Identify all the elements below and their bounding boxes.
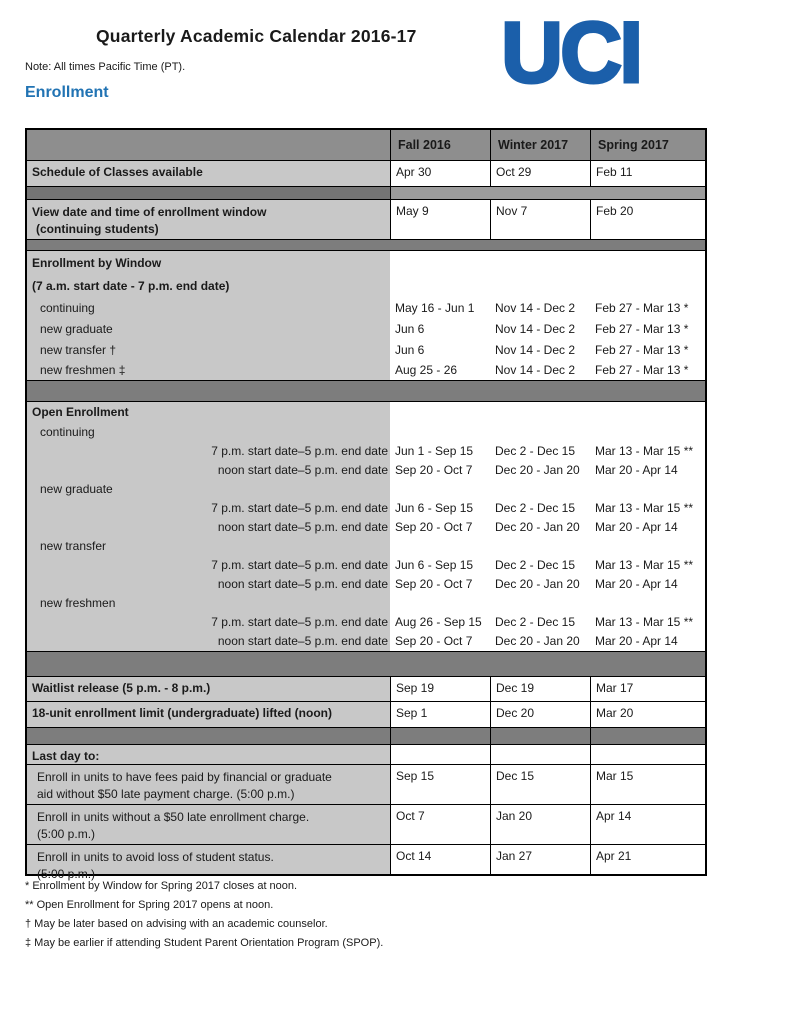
header-empty-cell — [27, 130, 390, 160]
table-row — [27, 441, 705, 460]
date-cell: Nov 14 - Dec 2 — [490, 297, 590, 318]
date-cell: Feb 27 - Mar 13 * — [590, 318, 705, 339]
date-cell: Dec 20 - Jan 20 — [490, 574, 590, 593]
group-label: new freshmen ‡ — [27, 360, 390, 380]
table-row — [27, 339, 705, 360]
date-cell: Dec 2 - Dec 15 — [490, 612, 590, 631]
separator-row — [27, 380, 705, 401]
date-cell: Nov 14 - Dec 2 — [490, 339, 590, 360]
page-title: Quarterly Academic Calendar 2016-17 — [96, 26, 417, 46]
date-cell — [490, 745, 590, 764]
date-cell: Nov 14 - Dec 2 — [490, 360, 590, 380]
time-range-label: noon start date–5 p.m. end date — [27, 460, 390, 479]
date-cell: May 9 — [390, 200, 490, 239]
row-label: 18-unit enrollment limit (undergraduate) lifted (noon) — [27, 702, 390, 727]
separator-row — [27, 186, 705, 199]
table-row — [27, 744, 705, 764]
date-cell: May 16 - Jun 1 — [390, 297, 490, 318]
section-title: Enrollment by Window — [27, 251, 390, 275]
date-cell: Mar 17 — [590, 677, 705, 701]
calendar-table — [25, 128, 707, 881]
table-row — [27, 612, 705, 631]
separator-segment — [390, 187, 705, 199]
date-cell: Sep 15 — [390, 765, 490, 804]
date-cell: Feb 20 — [590, 200, 705, 239]
table-row — [27, 804, 705, 844]
date-cell: Oct 29 — [490, 161, 590, 186]
group-label: new graduate — [27, 479, 390, 498]
timezone-note: Note: All times Pacific Time (PT). — [25, 61, 186, 73]
date-cell: Mar 20 — [590, 702, 705, 727]
section-heading: Enrollment — [25, 84, 109, 101]
date-cell: Mar 13 - Mar 15 ** — [590, 555, 705, 574]
footnote: ** Open Enrollment for Spring 2017 opens at noon. — [25, 899, 274, 911]
row-label-line: (5:00 p.m.) — [37, 867, 96, 881]
date-cell: Oct 14 — [390, 845, 490, 874]
date-cell — [590, 745, 705, 764]
date-cell: Aug 25 - 26 — [390, 360, 490, 380]
date-cell: Dec 2 - Dec 15 — [490, 441, 590, 460]
date-cell: Dec 2 - Dec 15 — [490, 555, 590, 574]
date-cell: Jun 1 - Sep 15 — [390, 441, 490, 460]
date-cell: Jun 6 - Sep 15 — [390, 498, 490, 517]
uci-logo: UCI — [501, 5, 641, 101]
date-cell: Mar 20 - Apr 14 — [590, 517, 705, 536]
separator-row — [27, 651, 705, 676]
row-label — [27, 805, 390, 844]
row-label-line: aid without $50 late payment charge. (5:00 p.m.) — [37, 787, 295, 801]
section-title-row — [27, 251, 705, 275]
row-label-line: View date and time of enrollment window — [32, 205, 267, 219]
date-cell: Jun 6 — [390, 318, 490, 339]
table-header-row — [27, 130, 705, 160]
section-title: Open Enrollment — [27, 402, 390, 422]
date-cell: Dec 20 - Jan 20 — [490, 631, 590, 651]
time-range-label: 7 p.m. start date–5 p.m. end date — [27, 441, 390, 460]
section-subtitle-row — [27, 275, 705, 297]
column-header-winter: Winter 2017 — [490, 130, 590, 160]
date-cell: Jun 6 - Sep 15 — [390, 555, 490, 574]
row-label: Waitlist release (5 p.m. - 8 p.m.) — [27, 677, 390, 701]
separator-row — [27, 239, 705, 250]
date-cell: Mar 13 - Mar 15 ** — [590, 441, 705, 460]
date-cell: Dec 20 - Jan 20 — [490, 460, 590, 479]
row-label-line: Enroll in units to avoid loss of student status. — [37, 850, 274, 864]
table-row — [27, 555, 705, 574]
open-enrollment-section — [27, 401, 705, 651]
row-label — [27, 200, 390, 239]
date-cell: Sep 19 — [390, 677, 490, 701]
time-range-label: noon start date–5 p.m. end date — [27, 574, 390, 593]
date-cell — [390, 745, 490, 764]
date-cell: Dec 20 - Jan 20 — [490, 517, 590, 536]
table-row — [27, 360, 705, 380]
footnote: * Enrollment by Window for Spring 2017 closes at noon. — [25, 880, 298, 892]
column-header-spring: Spring 2017 — [590, 130, 705, 160]
footnotes — [25, 880, 383, 956]
date-cell: Nov 14 - Dec 2 — [490, 318, 590, 339]
footnote: † May be later based on advising with an academic counselor. — [25, 918, 328, 930]
date-cell: Sep 20 - Oct 7 — [390, 460, 490, 479]
date-cell: Feb 27 - Mar 13 * — [590, 360, 705, 380]
row-label — [27, 765, 390, 804]
date-cell: Apr 21 — [590, 845, 705, 874]
table-row — [27, 764, 705, 804]
table-row — [27, 199, 705, 239]
row-label-line: (continuing students) — [36, 222, 159, 236]
row-label-line: Enroll in units without a $50 late enrollment charge. — [37, 810, 310, 824]
group-label: new transfer — [27, 536, 390, 555]
table-row — [27, 517, 705, 536]
row-label-line: (5:00 p.m.) — [37, 827, 96, 841]
date-cell: Dec 20 — [490, 702, 590, 727]
section-subtitle: (7 a.m. start date - 7 p.m. end date) — [27, 275, 390, 297]
date-cell: Dec 2 - Dec 15 — [490, 498, 590, 517]
table-row — [27, 701, 705, 727]
date-cell: Mar 13 - Mar 15 ** — [590, 612, 705, 631]
group-label-row — [27, 593, 705, 612]
group-label: continuing — [27, 422, 390, 441]
table-row — [27, 297, 705, 318]
group-label: new freshmen — [27, 593, 390, 612]
date-cell: Sep 20 - Oct 7 — [390, 517, 490, 536]
section-title-row — [27, 402, 705, 422]
date-cell: Mar 20 - Apr 14 — [590, 631, 705, 651]
table-row — [27, 574, 705, 593]
time-range-label: noon start date–5 p.m. end date — [27, 517, 390, 536]
date-cell: Oct 7 — [390, 805, 490, 844]
row-label: Last day to: — [27, 745, 390, 764]
column-header-fall: Fall 2016 — [390, 130, 490, 160]
separator-row — [27, 727, 705, 744]
date-cell: Apr 30 — [390, 161, 490, 186]
time-range-label: 7 p.m. start date–5 p.m. end date — [27, 612, 390, 631]
date-cell: Jan 20 — [490, 805, 590, 844]
date-cell: Apr 14 — [590, 805, 705, 844]
row-label — [27, 845, 390, 881]
date-cell: Jun 6 — [390, 339, 490, 360]
date-cell: Mar 20 - Apr 14 — [590, 574, 705, 593]
group-label-row — [27, 536, 705, 555]
date-cell: Dec 15 — [490, 765, 590, 804]
group-label: new graduate — [27, 318, 390, 339]
table-row — [27, 498, 705, 517]
date-cell: Sep 20 - Oct 7 — [390, 574, 490, 593]
time-range-label: 7 p.m. start date–5 p.m. end date — [27, 555, 390, 574]
table-row — [27, 160, 705, 186]
table-row — [27, 631, 705, 651]
date-cell: Feb 11 — [590, 161, 705, 186]
table-row — [27, 676, 705, 701]
time-range-label: noon start date–5 p.m. end date — [27, 631, 390, 651]
footnote: ‡ May be earlier if attending Student Parent Orientation Program (SPOP). — [25, 937, 384, 949]
table-row — [27, 318, 705, 339]
group-label: new transfer † — [27, 339, 390, 360]
row-label-line: Enroll in units to have fees paid by financial or graduate — [37, 770, 332, 784]
group-label-row — [27, 479, 705, 498]
date-cell: Jan 27 — [490, 845, 590, 874]
date-cell: Aug 26 - Sep 15 — [390, 612, 490, 631]
date-cell: Mar 20 - Apr 14 — [590, 460, 705, 479]
date-cell: Feb 27 - Mar 13 * — [590, 297, 705, 318]
separator-segment — [27, 187, 390, 199]
group-label-row — [27, 422, 705, 441]
date-cell: Dec 19 — [490, 677, 590, 701]
table-row — [27, 844, 705, 881]
date-cell: Sep 20 - Oct 7 — [390, 631, 490, 651]
date-cell: Sep 1 — [390, 702, 490, 727]
enrollment-by-window-section — [27, 250, 705, 380]
date-cell: Nov 7 — [490, 200, 590, 239]
table-row — [27, 460, 705, 479]
date-cell: Feb 27 - Mar 13 * — [590, 339, 705, 360]
date-cell: Mar 15 — [590, 765, 705, 804]
time-range-label: 7 p.m. start date–5 p.m. end date — [27, 498, 390, 517]
group-label: continuing — [27, 297, 390, 318]
row-label: Schedule of Classes available — [27, 161, 390, 186]
date-cell: Mar 13 - Mar 15 ** — [590, 498, 705, 517]
